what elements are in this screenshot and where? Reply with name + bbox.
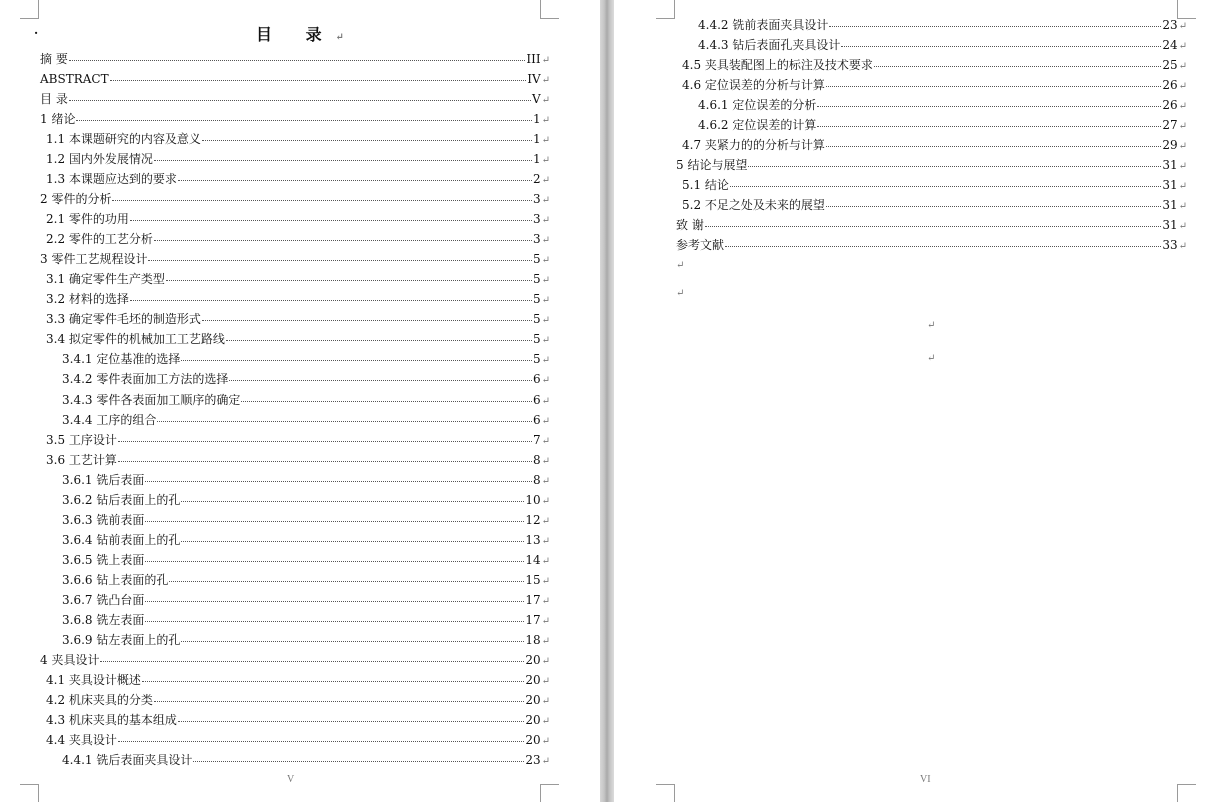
toc-entry-label: 3.5 工序设计 — [46, 432, 117, 447]
toc-entry-page: 31 — [1162, 158, 1178, 172]
paragraph-mark-icon: ↵ — [541, 635, 550, 647]
toc-leader-dots — [874, 66, 1161, 67]
toc-entry-label: 3.6 工艺计算 — [46, 452, 117, 467]
paragraph-mark-icon: ↵ — [541, 375, 550, 387]
toc-entry-label: 1.3 本课题应达到的要求 — [46, 172, 177, 187]
toc-entry[interactable] — [40, 51, 550, 67]
toc-entry[interactable] — [46, 452, 550, 468]
toc-leader-dots — [112, 200, 532, 201]
toc-entry-label: 4.4.2 铣前表面夹具设计 — [698, 18, 829, 32]
paragraph-mark-icon: ↵ — [541, 595, 550, 607]
toc-leader-dots — [157, 421, 532, 422]
toc-leader-dots — [826, 86, 1161, 87]
toc-entry-label: 4.4.1 铣后表面夹具设计 — [62, 753, 193, 768]
toc-entry-label: 3.6.6 钻上表面的孔 — [62, 572, 169, 587]
toc-entry-label: 目 录 — [40, 92, 68, 107]
paragraph-mark-icon: ↵ — [541, 315, 550, 327]
toc-leader-dots — [110, 80, 527, 81]
toc-entry-label: 3.1 确定零件生产类型 — [46, 272, 165, 287]
toc-entry[interactable] — [62, 371, 550, 387]
paragraph-mark-icon: ↵ — [541, 175, 550, 187]
toc-entry[interactable] — [698, 37, 1187, 53]
toc-entry[interactable] — [62, 592, 550, 608]
toc-entry-label: 4.6.1 定位误差的分析 — [698, 98, 817, 112]
toc-entry[interactable] — [682, 137, 1187, 153]
toc-entry-page: 27 — [1162, 118, 1178, 132]
toc-entry[interactable] — [62, 612, 550, 628]
toc-leader-dots — [193, 761, 524, 762]
page-gutter — [600, 0, 614, 802]
toc-leader-dots — [241, 401, 532, 402]
toc-entry-label: 2.1 零件的功用 — [46, 212, 129, 227]
title-bullet: · — [34, 26, 39, 40]
paragraph-mark-icon: ↵ — [541, 215, 550, 227]
toc-entry[interactable] — [40, 111, 550, 127]
toc-title — [0, 22, 600, 45]
paragraph-mark-icon: ↵ — [676, 288, 685, 299]
toc-entry-label: 3.4.4 工序的组合 — [62, 412, 157, 427]
toc-entry-label: 4.6 定位误差的分析与计算 — [682, 78, 825, 92]
toc-entry-page: 33 — [1162, 238, 1178, 252]
toc-entry-label: 3.2 材料的选择 — [46, 292, 129, 307]
toc-entry[interactable] — [698, 17, 1187, 33]
toc-entry-page: 25 — [1162, 58, 1178, 72]
crop-mark — [656, 784, 675, 802]
document-page-right — [614, 0, 1215, 802]
toc-entry[interactable] — [62, 532, 550, 548]
paragraph-mark-icon: ↵ — [1178, 161, 1187, 172]
toc-entry[interactable] — [62, 572, 550, 588]
toc-entry-label: 4.4.3 钻后表面孔夹具设计 — [698, 38, 841, 52]
paragraph-mark-icon: ↵ — [541, 435, 550, 447]
toc-leader-dots — [730, 186, 1161, 187]
toc-entry[interactable] — [46, 712, 550, 728]
toc-entry-label: 4 夹具设计 — [40, 652, 100, 667]
toc-entry-page: 5 — [532, 332, 541, 347]
toc-entry-page: 3 — [532, 212, 541, 227]
toc-entry-label: 摘 要 — [40, 52, 68, 66]
toc-leader-dots — [181, 641, 524, 642]
toc-leader-dots — [705, 226, 1162, 227]
paragraph-mark-icon: ↵ — [541, 715, 550, 727]
toc-entry-page: 14 — [525, 552, 541, 567]
toc-entry-label: 4.3 机床夹具的基本组成 — [46, 712, 177, 727]
toc-entry-page: 24 — [1162, 38, 1178, 52]
toc-entry-label: 3.4.2 零件表面加工方法的选择 — [62, 372, 229, 387]
toc-entry[interactable] — [62, 351, 550, 367]
toc-entry[interactable] — [682, 57, 1187, 73]
toc-entry-label: 3.6.9 钻左表面上的孔 — [62, 632, 181, 647]
toc-entry-page: 6 — [532, 392, 541, 407]
toc-entry-label: 致 谢 — [676, 218, 704, 232]
toc-entry-label: 3.6.1 铣后表面 — [62, 472, 145, 487]
toc-entry[interactable] — [46, 271, 550, 287]
crop-mark — [1177, 784, 1196, 802]
toc-entry-page: 31 — [1162, 218, 1178, 232]
toc-leader-dots — [145, 561, 524, 562]
toc-leader-dots — [118, 441, 532, 442]
crop-mark — [20, 784, 39, 802]
paragraph-mark-icon: ↵ — [676, 260, 685, 271]
toc-entry-label: 4.2 机床夹具的分类 — [46, 692, 153, 707]
toc-entry-label: 1.1 本课题研究的内容及意义 — [46, 132, 201, 147]
paragraph-mark-icon: ↵ — [541, 495, 550, 507]
toc-entry[interactable] — [698, 117, 1187, 133]
paragraph-mark-icon: ↵ — [541, 275, 550, 287]
paragraph-mark-icon: ↵ — [1178, 241, 1187, 252]
toc-entry[interactable] — [46, 231, 550, 247]
toc-entry[interactable] — [46, 692, 550, 708]
toc-entry[interactable] — [46, 151, 550, 167]
toc-entry-page: 23 — [525, 753, 541, 768]
toc-entry-page: 5 — [532, 272, 541, 287]
page-number-footer: VI — [920, 774, 931, 785]
paragraph-mark-icon: ↵ — [927, 320, 936, 331]
toc-leader-dots — [148, 260, 532, 261]
toc-entry[interactable] — [46, 131, 550, 147]
paragraph-mark-icon: ↵ — [541, 475, 550, 487]
toc-entry-page: 26 — [1162, 98, 1178, 112]
toc-entry-page: 8 — [532, 472, 541, 487]
toc-entry[interactable] — [40, 71, 550, 87]
toc-entry[interactable] — [40, 191, 550, 207]
toc-leader-dots — [69, 60, 526, 61]
paragraph-mark-icon: ↵ — [541, 335, 550, 347]
paragraph-mark-icon: ↵ — [541, 675, 550, 687]
toc-entry[interactable] — [62, 552, 550, 568]
paragraph-mark-icon: ↵ — [541, 255, 550, 267]
toc-entry-label: 1 绪论 — [40, 112, 76, 127]
toc-entry-page: 3 — [532, 232, 541, 247]
paragraph-mark-icon: ↵ — [1178, 101, 1187, 112]
toc-entry[interactable] — [62, 492, 550, 508]
crop-mark — [540, 784, 559, 802]
toc-leader-dots — [166, 280, 532, 281]
document-page-left — [0, 0, 600, 802]
toc-entry-page: 6 — [532, 412, 541, 427]
toc-leader-dots — [118, 741, 524, 742]
crop-mark — [656, 0, 675, 19]
toc-leader-dots — [69, 100, 531, 101]
paragraph-mark-icon: ↵ — [541, 535, 550, 547]
paragraph-mark-icon: ↵ — [541, 555, 550, 567]
toc-entry-page: 5 — [532, 292, 541, 307]
toc-entry-page: 20 — [525, 652, 541, 667]
paragraph-mark-icon: ↵ — [1178, 221, 1187, 232]
toc-entry[interactable] — [46, 331, 550, 347]
paragraph-mark-icon: ↵ — [541, 135, 550, 147]
toc-entry-page: III — [526, 52, 541, 66]
paragraph-mark-icon: ↵ — [541, 756, 550, 768]
toc-entry-label: ABSTRACT — [40, 72, 109, 87]
paragraph-mark-icon: ↵ — [541, 55, 550, 66]
toc-leader-dots — [826, 206, 1161, 207]
toc-entry-label: 参考文献 — [676, 238, 725, 252]
paragraph-mark-icon: ↵ — [541, 95, 550, 107]
toc-leader-dots — [181, 541, 524, 542]
toc-entry-page: 3 — [532, 192, 541, 207]
paragraph-mark-icon: ↵ — [541, 455, 550, 467]
toc-leader-dots — [226, 340, 532, 341]
toc-entry-label: 3.6.4 钻前表面上的孔 — [62, 532, 181, 547]
toc-entry-label: 3.6.7 铣凸台面 — [62, 592, 145, 607]
toc-entry-page: 1 — [532, 152, 541, 167]
toc-entry-label: 5 结论与展望 — [676, 158, 748, 172]
toc-entry[interactable] — [46, 311, 550, 327]
toc-entry-label: 2.2 零件的工艺分析 — [46, 232, 153, 247]
toc-leader-dots — [76, 120, 532, 121]
toc-entry-page: 13 — [525, 532, 541, 547]
toc-entry[interactable] — [40, 652, 550, 668]
toc-entry[interactable] — [62, 392, 550, 408]
toc-entry-page: V — [531, 92, 541, 107]
toc-leader-dots — [841, 46, 1161, 47]
paragraph-mark-icon: ↵ — [541, 415, 550, 427]
toc-entry-label: 4.4 夹具设计 — [46, 733, 117, 748]
toc-entry-page: 8 — [532, 452, 541, 467]
paragraph-mark-icon: ↵ — [541, 235, 550, 247]
toc-entry-label: 3.6.5 铣上表面 — [62, 552, 145, 567]
toc-entry[interactable] — [62, 632, 550, 648]
toc-entry-page: 20 — [525, 733, 541, 748]
toc-entry[interactable] — [682, 177, 1187, 193]
toc-entry-label: 4.1 夹具设计概述 — [46, 672, 141, 687]
toc-entry-page: 6 — [532, 372, 541, 387]
paragraph-mark-icon: ↵ — [1178, 41, 1187, 52]
toc-entry-label: 4.6.2 定位误差的计算 — [698, 118, 817, 132]
toc-leader-dots — [154, 160, 532, 161]
toc-entry-page: 29 — [1162, 138, 1178, 152]
toc-leader-dots — [142, 681, 524, 682]
toc-entry[interactable] — [46, 171, 550, 187]
toc-entry-label: 3.6.2 钻后表面上的孔 — [62, 492, 181, 507]
toc-leader-dots — [145, 481, 532, 482]
toc-entry[interactable] — [40, 91, 550, 107]
toc-entry-page: 15 — [525, 572, 541, 587]
toc-leader-dots — [725, 246, 1161, 247]
toc-entry-label: 3.4.3 零件各表面加工顺序的确定 — [62, 392, 241, 407]
toc-entry-label: 3.6.8 铣左表面 — [62, 612, 145, 627]
toc-entry-page: 20 — [525, 712, 541, 727]
toc-entry-page: 18 — [525, 632, 541, 647]
toc-entry[interactable] — [46, 211, 550, 227]
toc-entry-page: 2 — [532, 172, 541, 187]
toc-leader-dots — [100, 661, 524, 662]
toc-entry-label: 3.4.1 定位基准的选择 — [62, 352, 181, 367]
toc-entry-page: IV — [527, 72, 541, 87]
toc-entry[interactable] — [682, 197, 1187, 213]
paragraph-mark-icon: ↵ — [335, 32, 344, 43]
toc-entry-page: 5 — [532, 312, 541, 327]
toc-entry-page: 1 — [532, 132, 541, 147]
toc-entry-label: 3.4 拟定零件的机械加工工艺路线 — [46, 332, 225, 347]
toc-leader-dots — [181, 360, 532, 361]
paragraph-mark-icon: ↵ — [1178, 81, 1187, 92]
toc-entry[interactable] — [62, 412, 550, 428]
toc-entry[interactable] — [46, 672, 550, 688]
paragraph-mark-icon: ↵ — [1178, 121, 1187, 132]
paragraph-mark-icon: ↵ — [541, 695, 550, 707]
paragraph-mark-icon: ↵ — [541, 575, 550, 587]
toc-entry-page: 20 — [525, 672, 541, 687]
toc-entry-label: 5.1 结论 — [682, 178, 729, 192]
toc-leader-dots — [145, 621, 524, 622]
paragraph-mark-icon: ↵ — [927, 353, 936, 364]
toc-leader-dots — [817, 126, 1161, 127]
toc-entry-label: 5.2 不足之处及未来的展望 — [682, 198, 825, 212]
paragraph-mark-icon: ↵ — [541, 115, 550, 127]
toc-entry[interactable] — [40, 251, 550, 267]
toc-entry-label: 2 零件的分析 — [40, 192, 112, 207]
crop-mark — [540, 0, 559, 19]
toc-entry-page: 17 — [525, 612, 541, 627]
paragraph-mark-icon: ↵ — [541, 615, 550, 627]
toc-entry[interactable] — [676, 237, 1187, 253]
toc-entry-label: 3.3 确定零件毛坯的制造形式 — [46, 312, 201, 327]
paragraph-mark-icon: ↵ — [541, 195, 550, 207]
toc-leader-dots — [154, 701, 524, 702]
paragraph-mark-icon: ↵ — [541, 515, 550, 527]
toc-entry-label: 4.5 夹具装配图上的标注及技术要求 — [682, 58, 873, 72]
toc-entry-page: 20 — [525, 692, 541, 707]
toc-entry[interactable] — [682, 77, 1187, 93]
paragraph-mark-icon: ↵ — [541, 75, 550, 87]
toc-leader-dots — [202, 140, 532, 141]
toc-entry-page: 17 — [525, 592, 541, 607]
paragraph-mark-icon: ↵ — [1178, 61, 1187, 72]
toc-entry[interactable] — [698, 97, 1187, 113]
toc-leader-dots — [817, 106, 1161, 107]
paragraph-mark-icon: ↵ — [541, 355, 550, 367]
toc-entry[interactable] — [676, 157, 1187, 173]
toc-entry[interactable] — [46, 291, 550, 307]
toc-entry-page: 1 — [532, 112, 541, 127]
toc-leader-dots — [202, 320, 532, 321]
toc-entry-page: 26 — [1162, 78, 1178, 92]
toc-entry[interactable] — [676, 217, 1187, 233]
toc-leader-dots — [145, 521, 524, 522]
toc-entry-page: 12 — [525, 512, 541, 527]
toc-leader-dots — [178, 180, 532, 181]
toc-entry-page: 5 — [532, 252, 541, 267]
toc-entry-page: 31 — [1162, 178, 1178, 192]
page-number-footer: V — [287, 774, 295, 785]
toc-entry[interactable] — [62, 752, 550, 768]
toc-entry-label: 3.6.3 铣前表面 — [62, 512, 145, 527]
toc-leader-dots — [154, 240, 532, 241]
toc-entry[interactable] — [46, 432, 550, 448]
toc-leader-dots — [169, 581, 524, 582]
toc-leader-dots — [130, 220, 532, 221]
toc-leader-dots — [229, 380, 532, 381]
crop-mark — [20, 0, 39, 19]
paragraph-mark-icon: ↵ — [541, 155, 550, 167]
paragraph-mark-icon: ↵ — [541, 295, 550, 307]
toc-leader-dots — [145, 601, 524, 602]
toc-entry-page: 10 — [525, 492, 541, 507]
toc-entry-page: 7 — [532, 432, 541, 447]
toc-leader-dots — [829, 26, 1161, 27]
toc-entry[interactable] — [46, 732, 550, 748]
toc-leader-dots — [130, 300, 532, 301]
paragraph-mark-icon: ↵ — [541, 736, 550, 748]
toc-leader-dots — [178, 721, 524, 722]
toc-entry-page: 31 — [1162, 198, 1178, 212]
paragraph-mark-icon: ↵ — [1178, 181, 1187, 192]
paragraph-mark-icon: ↵ — [1178, 141, 1187, 152]
paragraph-mark-icon: ↵ — [1178, 201, 1187, 212]
toc-entry-page: 5 — [532, 352, 541, 367]
toc-entry-label: 4.7 夹紧力的的分析与计算 — [682, 138, 825, 152]
paragraph-mark-icon: ↵ — [541, 655, 550, 667]
toc-leader-dots — [118, 461, 532, 462]
paragraph-mark-icon: ↵ — [1178, 21, 1187, 32]
toc-entry-label: 3 零件工艺规程设计 — [40, 252, 148, 267]
toc-title-text: 目 录 — [256, 25, 336, 44]
toc-entry-page: 23 — [1162, 18, 1178, 32]
toc-entry-label: 1.2 国内外发展情况 — [46, 152, 153, 167]
toc-entry[interactable] — [62, 512, 550, 528]
toc-leader-dots — [826, 146, 1161, 147]
toc-entry[interactable] — [62, 472, 550, 488]
paragraph-mark-icon: ↵ — [541, 395, 550, 407]
toc-leader-dots — [181, 501, 524, 502]
toc-leader-dots — [748, 166, 1161, 167]
